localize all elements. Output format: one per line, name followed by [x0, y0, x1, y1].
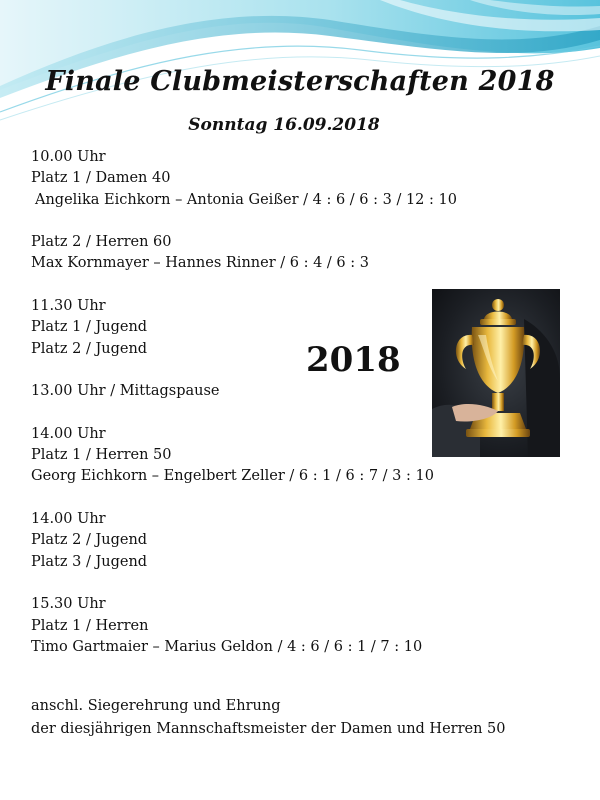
ceremony-note — [31, 695, 576, 741]
block-time: 11.30 Uhr — [31, 298, 106, 315]
block-court: Platz 2 / Herren 60 — [31, 234, 172, 251]
match-result: Angelika Eichkorn – Antonia Geißer / 4 : 6 / 6 : 3 / 12 : 10 — [35, 191, 457, 208]
block-court: Platz 2 / Jugend — [31, 532, 148, 549]
block-court: Platz 1 / Jugend — [31, 319, 148, 336]
schedule-block-2 — [31, 232, 576, 275]
match-result: Max Kornmayer – Hannes Rinner / 6 : 4 / 6 : 3 — [31, 255, 369, 272]
match-result: Timo Gartmaier – Marius Geldon / 4 : 6 / 6 : 1 / 7 : 10 — [31, 638, 423, 655]
year-label: 2018 — [306, 340, 401, 380]
lunch-break: 13.00 Uhr / Mittagspause — [31, 383, 220, 400]
schedule-block-6 — [31, 509, 576, 573]
ceremony-line-2: der diesjährigen Mannschaftsmeister der Damen und Herren 50 — [31, 721, 506, 737]
block-time: 14.00 Uhr — [31, 425, 106, 442]
schedule-block-7 — [31, 594, 576, 658]
block-court: Platz 3 / Jugend — [31, 553, 148, 570]
block-time: 14.00 Uhr — [31, 511, 106, 528]
block-time: 15.30 Uhr — [31, 596, 106, 613]
ceremony-line-1: anschl. Siegerehrung und Ehrung — [31, 698, 281, 714]
block-time: 10.00 Uhr — [31, 149, 106, 165]
block-court: Platz 1 / Damen 40 — [31, 170, 171, 187]
event-date: Sonntag 16.09.2018 — [188, 115, 380, 135]
trophy-icon — [432, 289, 560, 457]
block-court: Platz 1 / Herren 50 — [31, 447, 172, 464]
schedule-block-1 — [31, 147, 576, 211]
page-title: Finale Clubmeisterschaften 2018 — [45, 66, 555, 97]
block-court: Platz 2 / Jugend — [31, 340, 148, 357]
block-court: Platz 1 / Herren — [31, 617, 149, 634]
match-result: Georg Eichkorn – Engelbert Zeller / 6 : 1 / 6 : 7 / 3 : 10 — [31, 468, 434, 485]
